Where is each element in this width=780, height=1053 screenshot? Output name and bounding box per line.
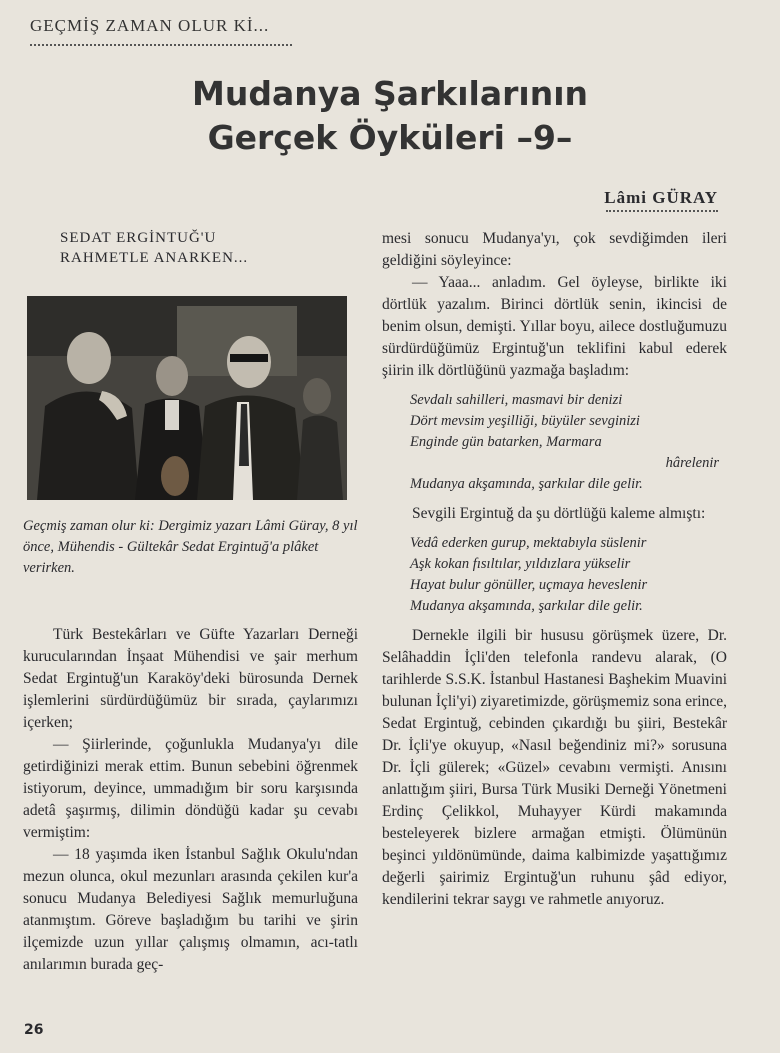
author-name: Lâmi GÜRAY xyxy=(604,188,718,207)
poem-line: hârelenir xyxy=(665,455,719,471)
poem-line: Mudanya akşamında, şarkılar dile gelir. xyxy=(410,598,643,614)
photo xyxy=(27,296,347,500)
paragraph: — 18 yaşımda iken İstanbul Sağlık Okulu'ndan mezun olunca, okul mezunları arasında çekilen kur'a sonucu Mudanya Belediyesi Sağlık memurluğuna atanmıştım. Göreve başladığım bu tarihi ve şirin ilçemizde uzun yıllar çalışmış olmamın, acı-tatlı anılarımın burada geç- xyxy=(23,846,358,973)
section-header: GEÇMİŞ ZAMAN OLUR Kİ... xyxy=(30,16,270,35)
dedication-line-2: RAHMETLE ANARKEN... xyxy=(60,250,249,266)
author-rule xyxy=(606,210,718,212)
page-number: 26 xyxy=(24,1022,44,1038)
paragraph: — Yaaa... anladım. Gel öyleyse, birlikte iki dörtlük yazalım. Birinci dörtlük senin, ikincisi de benim olsun, demişti. Yıllar boyu, ailece dostluğumuzu sürdürdüğümüz Ergintuğ'un teklifini kabul ederek şiirin ilk dörtlüğünü yazmağa başladım: xyxy=(382,274,727,379)
poem-stanza-1 xyxy=(410,390,727,495)
paragraph: Türk Bestekârları ve Güfte Yazarları Derneği kurucularından İnşaat Mühendisi ve şair merhum Sedat Ergintuğ'un Karaköy'deki bürosunda Dernek işlemlerini sürdürdüğümüz bir sırada, çaylarımızı içerken; xyxy=(23,626,358,731)
article-title xyxy=(0,72,780,160)
photo-caption: Geçmiş zaman olur ki: Dergimiz yazarı Lâmi Güray, 8 yıl önce, Mühendis - Gültekâr Sedat Ergintuğ'a plâket verirken. xyxy=(23,518,358,576)
paragraph: Sevgili Ergintuğ da şu dörtlüğü kaleme almıştı: xyxy=(412,505,706,522)
photo-illustration xyxy=(27,296,347,500)
section-header-rule xyxy=(30,44,292,46)
poem-line: Hayat bulur gönüller, uçmaya heveslenir xyxy=(410,577,648,593)
poem-line: Sevdalı sahilleri, masmavi bir denizi xyxy=(410,392,623,408)
poem-line: Mudanya akşamında, şarkılar dile gelir. xyxy=(410,476,643,492)
poem-line: Enginde gün batarken, Marmara xyxy=(410,434,602,450)
paragraph: mesi sonucu Mudanya'yı, çok sevdiğimden ileri geldiğini söyleyince: xyxy=(382,230,727,269)
poem-stanza-2 xyxy=(410,533,727,617)
dedication-line-1: SEDAT ERGİNTUĞ'U xyxy=(60,230,217,246)
dedication xyxy=(60,228,248,268)
title-line-2: Gerçek Öyküleri –9– xyxy=(207,118,573,157)
poem-line: Aşk kokan fısıltılar, yıldızlara yükselir xyxy=(410,556,631,572)
left-column-body xyxy=(23,624,358,976)
paragraph: Dernekle ilgili bir hususu görüşmek üzere, Dr. Selâhaddin İçli'den telefonla randevu alarak, (O tarihlerde S.S.K. İstanbul Hastanesi Başhekim Muavini bulunan İçli'yi) ziyaretimizde, görüşmemiz sona erince, Sedat Ergintuğ, cebinden çıkardığı bu şiiri, Bestekâr Dr. İçli'ye okuyup, «Nasıl beğendiniz mi?» sorusuna Dr. İçli gülerek; «Güzel» cevabını vermişti. Anısını anlattığım şiiri, Bursa Türk Musiki Derneği Yönetmeni Erdinç Çelikkol, Muhayyer Kürdi makamında besteleyerek bizlere armağan etmişti. Ölümünün beşinci yıldönümünde, daima kalbimizde yaşattığımız değerli şairimiz Ergintuğ'un ruhunu şâd ediyor, kendilerini tekrar saygı ve rahmetle anıyoruz. xyxy=(382,627,727,908)
right-column-body xyxy=(382,228,727,911)
paragraph: — Şiirlerinde, çoğunlukla Mudanya'yı dile getirdiğinizi merak ettim. Bunun sebebini öğrenmek istiyorum, deyince, ummadığım bir soru karşısında adetâ şaşırmış, dilimin döndüğü kadar şu cevabı vermiştim: xyxy=(23,736,358,841)
poem-line: Dört mevsim yeşilliği, büyüler sevginizi xyxy=(410,413,640,429)
poem-line: Vedâ ederken gurup, mektabıyla süslenir xyxy=(410,535,647,551)
title-line-1: Mudanya Şarkılarının xyxy=(191,74,589,113)
